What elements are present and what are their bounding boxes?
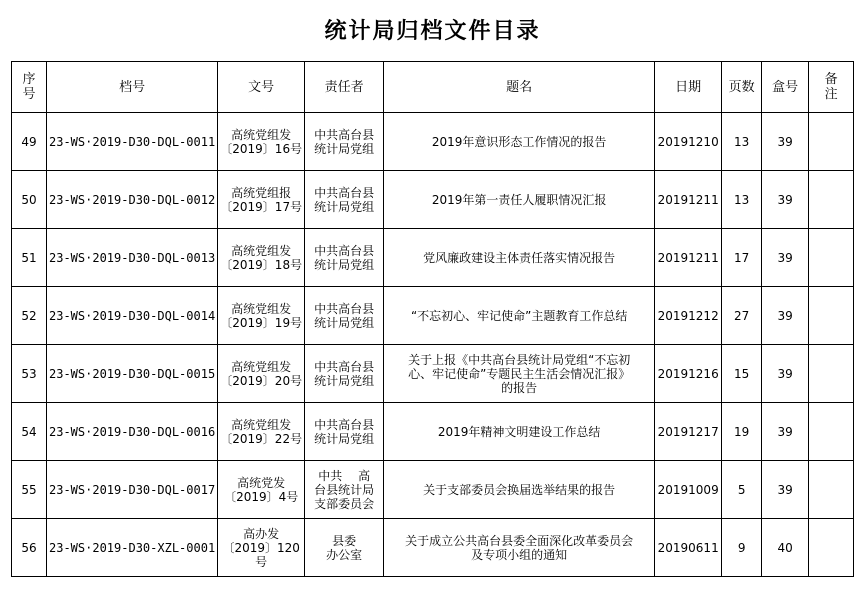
doc-no-line: 高统党组发	[231, 359, 292, 374]
seq-cell: 49	[12, 113, 47, 171]
doc-no-line: 高办发	[243, 526, 280, 541]
pages-cell: 27	[722, 287, 762, 345]
title-line: 关于成立公共高台县委全面深化改革委员会	[405, 533, 634, 548]
box-cell: 39	[762, 287, 809, 345]
box-cell: 39	[762, 403, 809, 461]
title-line: 党风廉政建设主体责任落实情况报告	[423, 250, 616, 265]
column-header-remarks: 备 注	[809, 62, 854, 113]
archive-no-cell: 23-WS·2019-D30-DQL-0017	[47, 461, 218, 519]
date-cell: 20191211	[655, 171, 722, 229]
date-cell: 20190611	[655, 519, 722, 577]
remarks-cell	[809, 171, 854, 229]
archive-no-cell: 23-WS·2019-D30-DQL-0014	[47, 287, 218, 345]
title-line: “不忘初心、牢记使命”主题教育工作总结	[410, 308, 628, 323]
remarks-cell	[809, 345, 854, 403]
title-cell	[384, 519, 655, 577]
pages-cell: 19	[722, 403, 762, 461]
doc-no-line: 高统党组发	[231, 417, 292, 432]
doc-no-line: 〔2019〕120	[222, 540, 300, 555]
archive-no-cell: 23-WS·2019-D30-XZL-0001	[47, 519, 218, 577]
title-line: 及专项小组的通知	[471, 547, 568, 562]
title-cell	[384, 403, 655, 461]
archive-no-cell: 23-WS·2019-D30-DQL-0016	[47, 403, 218, 461]
responsible-line: 中共高台县	[314, 127, 375, 142]
table-row	[12, 287, 854, 345]
responsible-cell	[305, 345, 384, 403]
responsible-line: 中共高台县	[314, 185, 375, 200]
responsible-cell	[305, 113, 384, 171]
responsible-line: 中共高台县	[314, 243, 375, 258]
seq-cell: 55	[12, 461, 47, 519]
responsible-cell	[305, 287, 384, 345]
title-line: 2019年精神文明建设工作总结	[437, 424, 601, 439]
doc-no-line: 〔2019〕22号	[220, 431, 303, 446]
doc-no-cell	[218, 461, 305, 519]
box-cell: 39	[762, 345, 809, 403]
doc-no-line: 〔2019〕4号	[224, 489, 299, 504]
column-header-box: 盒号	[762, 62, 809, 113]
seq-cell: 54	[12, 403, 47, 461]
doc-no-cell	[218, 171, 305, 229]
title-cell	[384, 345, 655, 403]
column-header-doc-no: 文号	[218, 62, 305, 113]
doc-no-cell	[218, 229, 305, 287]
responsible-line: 统计局党组	[314, 141, 375, 156]
pages-cell: 15	[722, 345, 762, 403]
table-row	[12, 461, 854, 519]
pages-cell: 17	[722, 229, 762, 287]
seq-cell: 56	[12, 519, 47, 577]
responsible-line: 统计局党组	[314, 373, 375, 388]
title-cell	[384, 229, 655, 287]
responsible-line: 中共高台县	[314, 301, 375, 316]
seq-cell: 50	[12, 171, 47, 229]
responsible-line: 台县统计局	[314, 482, 375, 497]
column-header-date: 日期	[655, 62, 722, 113]
pages-cell: 5	[722, 461, 762, 519]
table-row	[12, 345, 854, 403]
archive-no-cell: 23-WS·2019-D30-DQL-0011	[47, 113, 218, 171]
responsible-line: 中共 高	[318, 468, 371, 483]
title-line: 2019年意识形态工作情况的报告	[431, 134, 607, 149]
column-header-pages: 页数	[722, 62, 762, 113]
table-row	[12, 113, 854, 171]
date-cell: 20191210	[655, 113, 722, 171]
table-row	[12, 229, 854, 287]
doc-no-line: 〔2019〕20号	[220, 373, 303, 388]
remarks-cell	[809, 403, 854, 461]
doc-no-line: 高统党组发	[231, 301, 292, 316]
title-line: 关于支部委员会换届选举结果的报告	[423, 482, 616, 497]
responsible-line: 中共高台县	[314, 417, 375, 432]
responsible-cell	[305, 171, 384, 229]
doc-no-line: 〔2019〕16号	[220, 141, 303, 156]
column-header-title: 题名	[384, 62, 655, 113]
table-row	[12, 403, 854, 461]
responsible-line: 办公室	[326, 547, 363, 562]
doc-no-cell	[218, 287, 305, 345]
box-cell: 39	[762, 171, 809, 229]
table-row	[12, 519, 854, 577]
column-header-archive-no: 档号	[47, 62, 218, 113]
responsible-line: 县委	[332, 533, 357, 548]
title-cell	[384, 171, 655, 229]
doc-no-cell	[218, 345, 305, 403]
doc-no-cell	[218, 403, 305, 461]
remarks-cell	[809, 519, 854, 577]
archive-no-cell: 23-WS·2019-D30-DQL-0012	[47, 171, 218, 229]
title-line: 的报告	[501, 380, 538, 395]
title-line: 关于上报《中共高台县统计局党组“不忘初	[408, 352, 631, 367]
responsible-cell	[305, 519, 384, 577]
responsible-line: 统计局党组	[314, 431, 375, 446]
page-title: 统计局归档文件目录	[324, 19, 541, 44]
responsible-cell	[305, 461, 384, 519]
remarks-cell	[809, 229, 854, 287]
title-cell	[384, 461, 655, 519]
pages-cell: 13	[722, 113, 762, 171]
responsible-line: 统计局党组	[314, 257, 375, 272]
doc-no-cell	[218, 519, 305, 577]
box-cell: 39	[762, 113, 809, 171]
header-row	[12, 62, 854, 113]
box-cell: 40	[762, 519, 809, 577]
doc-no-line: 〔2019〕19号	[220, 315, 303, 330]
doc-no-line: 〔2019〕17号	[220, 199, 303, 214]
column-header-seq: 序 号	[12, 62, 47, 113]
date-cell: 20191216	[655, 345, 722, 403]
responsible-line: 中共高台县	[314, 359, 375, 374]
responsible-line: 支部委员会	[314, 496, 375, 511]
date-cell: 20191212	[655, 287, 722, 345]
box-cell: 39	[762, 229, 809, 287]
date-cell: 20191217	[655, 403, 722, 461]
responsible-line: 统计局党组	[314, 199, 375, 214]
doc-no-line: 高统党组发	[231, 127, 292, 142]
title-line: 心、牢记使命”专题民主生活会情况汇报》	[408, 366, 631, 381]
responsible-cell	[305, 403, 384, 461]
responsible-cell	[305, 229, 384, 287]
title-cell	[384, 113, 655, 171]
archive-no-cell: 23-WS·2019-D30-DQL-0013	[47, 229, 218, 287]
date-cell: 20191211	[655, 229, 722, 287]
remarks-cell	[809, 461, 854, 519]
archive-no-cell: 23-WS·2019-D30-DQL-0015	[47, 345, 218, 403]
seq-cell: 52	[12, 287, 47, 345]
remarks-cell	[809, 287, 854, 345]
box-cell: 39	[762, 461, 809, 519]
seq-cell: 51	[12, 229, 47, 287]
responsible-line: 统计局党组	[314, 315, 375, 330]
column-header-responsible: 责任者	[305, 62, 384, 113]
pages-cell: 9	[722, 519, 762, 577]
doc-no-line: 〔2019〕18号	[220, 257, 303, 272]
title-cell	[384, 287, 655, 345]
doc-no-line: 号	[255, 554, 268, 569]
date-cell: 20191009	[655, 461, 722, 519]
remarks-cell	[809, 113, 854, 171]
doc-no-line: 高统党组发	[231, 243, 292, 258]
pages-cell: 13	[722, 171, 762, 229]
doc-no-line: 高统党发	[237, 475, 286, 490]
doc-no-line: 高统党组报	[231, 185, 292, 200]
table-row	[12, 171, 854, 229]
seq-cell: 53	[12, 345, 47, 403]
archive-catalog-table	[11, 61, 854, 577]
title-line: 2019年第一责任人履职情况汇报	[431, 192, 607, 207]
doc-no-cell	[218, 113, 305, 171]
